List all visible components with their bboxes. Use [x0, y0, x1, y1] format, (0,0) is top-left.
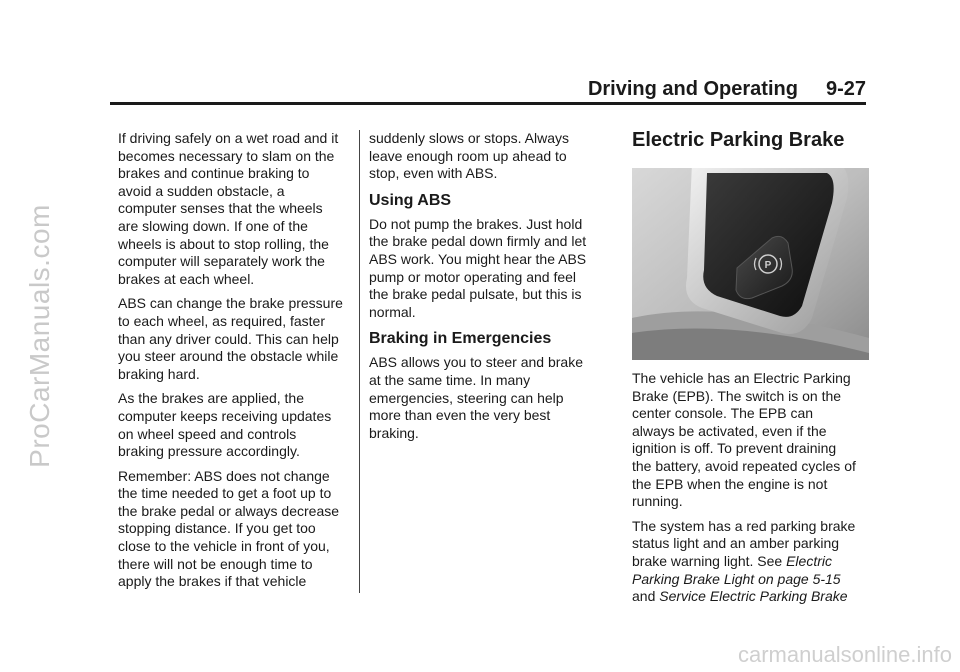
paragraph: Do not pump the brakes. Just hold the brake pedal down firmly and let ABS work. You might hear the ABS pump or motor operating and feel the brake pedal pulsate, but this is normal.	[369, 215, 587, 320]
paragraph: ABS allows you to steer and brake at the same time. In many emergencies, steering can help more than even the very best braking.	[369, 354, 584, 441]
page-number: 9-27	[825, 78, 866, 100]
paragraph-text: and	[632, 588, 660, 605]
braking-emergencies-heading: Braking in Emergencies	[369, 330, 552, 348]
paragraph: The vehicle has an Electric Parking Brake (EPB). The switch is on the center console. The EPB can always be activated, even if the ignition is off. To prevent draining the battery, avoid repeated cycles of the EPB when the engine is not running.	[632, 370, 856, 510]
epb-section-title: Electric Parking Brake	[632, 129, 845, 151]
cross-reference-link[interactable]: Electric Parking Brake Light on page 5-15	[632, 552, 841, 587]
paragraph: suddenly slows or stops. Always leave enough room up ahead to stop, even with ABS.	[369, 130, 569, 182]
header-rule	[110, 102, 866, 105]
section-title-header: Driving and Operating	[587, 78, 798, 100]
paragraph: Remember: ABS does not change the time needed to get a foot up to the brake pedal or always decrease stopping distance. If you get too close to the vehicle in front of you, there will not be enough time to apply the brakes if that vehicle	[118, 467, 340, 590]
side-watermark: ProCarManuals.com	[24, 204, 55, 468]
epb-switch-image	[632, 168, 869, 360]
paragraph: ABS can change the brake pressure to each wheel, as required, faster than any driver could. This can help you steer around the obstacle while braking hard.	[118, 295, 343, 382]
paragraph: If driving safely on a wet road and it becomes necessary to slam on the brakes and continue braking to avoid a sudden obstacle, a computer senses that the wheels are slowing down. If one of the wheels is about to stop rolling, the computer will separately work the brakes at each wheel.	[118, 130, 339, 287]
column-2	[369, 130, 603, 449]
page-header	[110, 78, 866, 101]
column-divider	[359, 130, 360, 593]
paragraph-text: The system has a red parking brake status light and an amber parking brake warning light. See	[632, 517, 856, 569]
column-1	[118, 130, 352, 598]
cross-reference-link[interactable]: Service Electric Parking Brake	[659, 588, 848, 605]
paragraph: As the brakes are applied, the computer keeps receiving updates on wheel speed and controls braking pressure accordingly.	[118, 390, 332, 460]
using-abs-heading: Using ABS	[369, 191, 452, 209]
svg-text:P: P	[764, 260, 772, 271]
column-3	[632, 128, 872, 613]
paragraph	[632, 518, 872, 606]
bottom-watermark: carmanualsonline.info	[737, 642, 952, 667]
